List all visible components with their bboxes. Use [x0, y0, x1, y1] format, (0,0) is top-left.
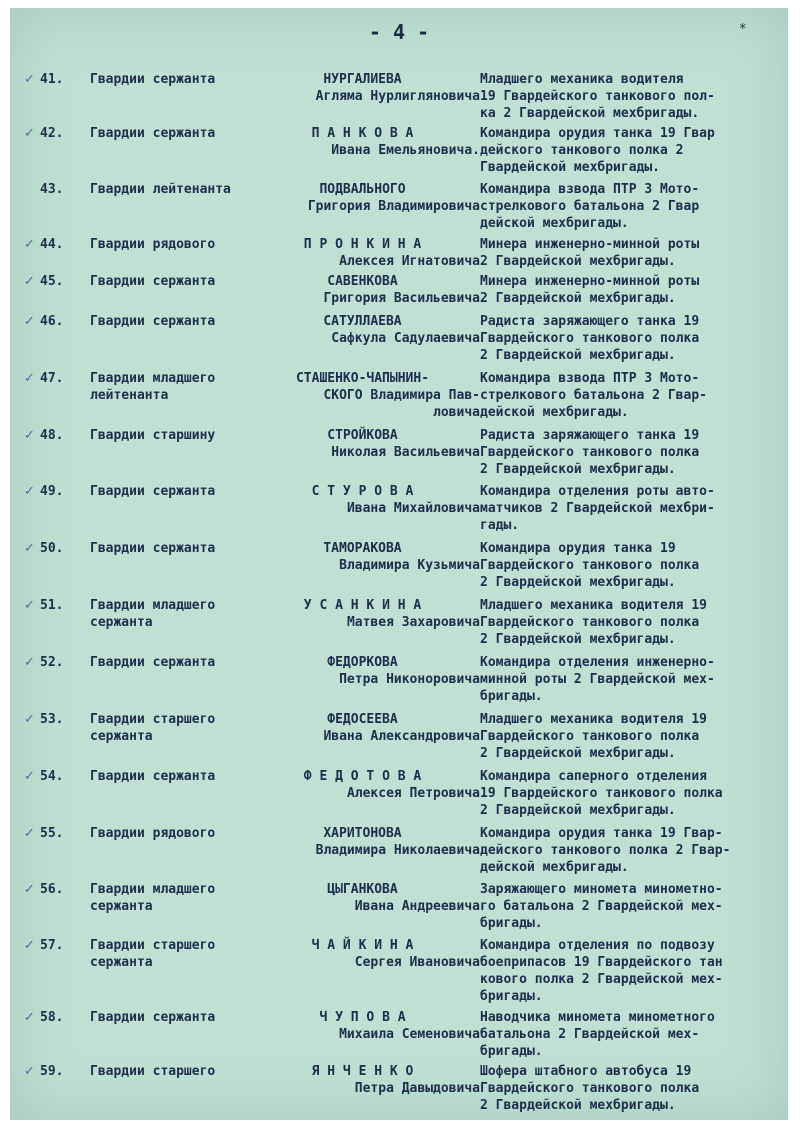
- entry-number: 52.: [40, 655, 64, 670]
- entry-number: 49.: [40, 484, 64, 499]
- entry-duty: Минера инженерно-минной роты 2 Гвардейской мехбригады.: [480, 274, 700, 306]
- entry-number: 48.: [40, 428, 64, 443]
- check-mark: ✓: [24, 769, 35, 784]
- entry-given-name: Владимира Кузьмича: [339, 558, 480, 573]
- entry-surname: Я Н Ч Е Н К О: [311, 1064, 414, 1079]
- check-mark: ✓: [24, 1064, 35, 1079]
- entry-rank: Гвардии старшину: [90, 428, 216, 443]
- entry-duty: Командира отделения по подвозу боеприпасов 19 Гвардейского тан кового полка 2 Гвардейской мех- бригады.: [480, 938, 723, 1004]
- entry-surname: П Р О Н К И Н А: [303, 237, 422, 252]
- entry-number: 57.: [40, 938, 64, 953]
- entry-duty: Младшего механика водителя 19 Гвардейского танкового пол- ка 2 Гвардейской мехбригады.: [480, 72, 715, 121]
- check-mark: ✓: [24, 712, 35, 727]
- entry-given-name: Григория Владимировича: [307, 199, 480, 214]
- entry-given-name: Агляма Нурлигляновича: [315, 89, 480, 104]
- entry-number: 55.: [40, 826, 64, 841]
- entry-number: 41.: [40, 72, 64, 87]
- entry-duty: Командира отделения инженерно- минной роты 2 Гвардейской мех- бригады.: [480, 655, 715, 704]
- entry-given-name: СКОГО Владимира Пав- ловича: [323, 388, 480, 420]
- entry-rank: Гвардии младшего сержанта: [90, 882, 216, 914]
- entry-number: 53.: [40, 712, 64, 727]
- entry-given-name: Владимира Николаевича: [315, 843, 480, 858]
- entry-duty: Заряжающего миномета минометно- го батальона 2 Гвардейской мех- бригады.: [480, 882, 723, 931]
- entry-rank: Гвардии сержанта: [90, 484, 216, 499]
- entry-surname: С Т У Р О В А: [311, 484, 414, 499]
- entry-given-name: Григория Васильевича: [323, 291, 480, 306]
- document-page: [10, 8, 788, 1120]
- entry-surname: Ч У П О В А: [319, 1010, 406, 1025]
- entry-number: 42.: [40, 126, 64, 141]
- entry-surname: СТАШЕНКО-ЧАПЫНИН-: [295, 371, 430, 386]
- entry-rank: Гвардии лейтенанта: [90, 182, 231, 197]
- entry-rank: Гвардии рядового: [90, 237, 216, 252]
- entry-rank: Гвардии сержанта: [90, 1010, 216, 1025]
- entry-duty: Радиста заряжающего танка 19 Гвардейского танкового полка 2 Гвардейской мехбригады.: [480, 314, 700, 363]
- check-mark: ✓: [24, 428, 35, 443]
- entry-duty: Командира орудия танка 19 Гвар- дейского танкового полка 2 Гвар- дейской мехбригады.: [480, 826, 731, 875]
- entry-surname: ФЕДОРКОВА: [327, 655, 398, 670]
- entry-rank: Гвардии сержанта: [90, 274, 216, 289]
- entry-surname: ПОДВАЛЬНОГО: [319, 182, 406, 197]
- check-mark: ✓: [24, 126, 35, 141]
- check-mark: ✓: [24, 237, 35, 252]
- entry-surname: ФЕДОСЕЕВА: [327, 712, 398, 727]
- entry-rank: Гвардии старшего: [90, 1064, 216, 1079]
- corner-mark: *: [739, 22, 746, 37]
- entry-surname: У С А Н К И Н А: [303, 598, 422, 613]
- entry-surname: ХАРИТОНОВА: [323, 826, 402, 841]
- entry-rank: Гвардии сержанта: [90, 314, 216, 329]
- entry-given-name: Ивана Михайловича: [346, 501, 480, 516]
- entry-given-name: Сергея Ивановича: [354, 955, 480, 970]
- entry-given-name: Матвея Захаровича: [346, 615, 480, 630]
- entry-duty: Командира саперного отделения 19 Гвардейского танкового полка 2 Гвардейской мехбригады.: [480, 769, 723, 818]
- entry-number: 51.: [40, 598, 64, 613]
- entry-surname: ЦЫГАНКОВА: [327, 882, 398, 897]
- entry-number: 54.: [40, 769, 64, 784]
- check-mark: ✓: [24, 1010, 35, 1025]
- entry-number: 58.: [40, 1010, 64, 1025]
- entry-surname: САТУЛЛАЕВА: [323, 314, 402, 329]
- entry-given-name: Николая Васильевича: [331, 445, 480, 460]
- entry-given-name: Ивана Емельяновича.: [331, 143, 480, 158]
- entry-rank: Гвардии сержанта: [90, 769, 216, 784]
- entry-given-name: Ивана Андреевича: [354, 899, 480, 914]
- entry-number: 47.: [40, 371, 64, 386]
- entry-given-name: Сафкула Садулаевича: [331, 331, 480, 346]
- entry-rank: Гвардии сержанта: [90, 655, 216, 670]
- check-mark: ✓: [24, 655, 35, 670]
- entry-duty: Командира взвода ПТР 3 Мото- стрелкового батальона 2 Гвар дейской мехбригады.: [480, 182, 700, 231]
- check-mark: ✓: [24, 598, 35, 613]
- entry-rank: Гвардии младшего сержанта: [90, 598, 216, 630]
- entry-rank: Гвардии сержанта: [90, 126, 216, 141]
- entry-surname: СТРОЙКОВА: [327, 428, 398, 443]
- entry-given-name: Петра Никоноровича: [339, 672, 480, 687]
- check-mark: ✓: [24, 314, 35, 329]
- check-mark: ✓: [24, 541, 35, 556]
- entry-surname: САВЕНКОВА: [327, 274, 398, 289]
- check-mark: ✓: [24, 72, 35, 87]
- entry-duty: Командира взвода ПТР 3 Мото- стрелкового батальона 2 Гвар- дейской мехбригады.: [480, 371, 707, 420]
- entry-given-name: Петра Давыдовича: [354, 1081, 480, 1096]
- check-mark: ✓: [24, 882, 35, 897]
- entry-surname: П А Н К О В А: [311, 126, 414, 141]
- check-mark: ✓: [24, 938, 35, 953]
- entry-rank: Гвардии сержанта: [90, 541, 216, 556]
- entry-rank: Гвардии сержанта: [90, 72, 216, 87]
- entry-rank: Гвардии старшего сержанта: [90, 938, 216, 970]
- entry-number: 45.: [40, 274, 64, 289]
- entry-surname: Ч А Й К И Н А: [311, 938, 414, 953]
- check-mark: ✓: [24, 826, 35, 841]
- entry-surname: ТАМОРАКОВА: [323, 541, 402, 556]
- page-number: - 4 -: [368, 20, 430, 44]
- entry-duty: Командира отделения роты авто- матчиков 2 Гвардейской мехбри- гады.: [480, 484, 715, 533]
- entry-given-name: Алексея Петровича: [346, 786, 480, 801]
- entry-duty: Младшего механика водителя 19 Гвардейского танкового полка 2 Гвардейской мехбригады.: [480, 598, 707, 647]
- entry-rank: Гвардии старшего сержанта: [90, 712, 216, 744]
- entry-rank: Гвардии младшего лейтенанта: [90, 371, 216, 403]
- entry-duty: Шофера штабного автобуса 19 Гвардейского танкового полка 2 Гвардейской мехбригады.: [480, 1064, 700, 1113]
- entry-surname: НУРГАЛИЕВА: [323, 72, 402, 87]
- entry-number: 43.: [40, 182, 64, 197]
- entry-duty: Наводчика миномета минометного батальона 2 Гвардейской мех- бригады.: [480, 1010, 715, 1059]
- entry-number: 46.: [40, 314, 64, 329]
- entry-number: 56.: [40, 882, 64, 897]
- entry-duty: Командира орудия танка 19 Гвардейского танкового полка 2 Гвардейской мехбригады.: [480, 541, 700, 590]
- entry-number: 44.: [40, 237, 64, 252]
- entry-given-name: Алексея Игнатовича: [339, 254, 480, 269]
- entry-surname: Ф Е Д О Т О В А: [303, 769, 422, 784]
- entry-rank: Гвардии рядового: [90, 826, 216, 841]
- entry-given-name: Ивана Александровича: [323, 729, 480, 744]
- entry-duty: Младшего механика водителя 19 Гвардейского танкового полка 2 Гвардейской мехбригады.: [480, 712, 707, 761]
- check-mark: ✓: [24, 484, 35, 499]
- entry-number: 59.: [40, 1064, 64, 1079]
- entry-given-name: Михаила Семеновича: [339, 1027, 480, 1042]
- check-mark: ✓: [24, 274, 35, 289]
- check-mark: ✓: [24, 371, 35, 386]
- entry-duty: Радиста заряжающего танка 19 Гвардейского танкового полка 2 Гвардейской мехбригады.: [480, 428, 700, 477]
- entry-duty: Минера инженерно-минной роты 2 Гвардейской мехбригады.: [480, 237, 700, 269]
- entry-duty: Командира орудия танка 19 Гвар дейского танкового полка 2 Гвардейской мехбригады.: [480, 126, 715, 175]
- entry-number: 50.: [40, 541, 64, 556]
